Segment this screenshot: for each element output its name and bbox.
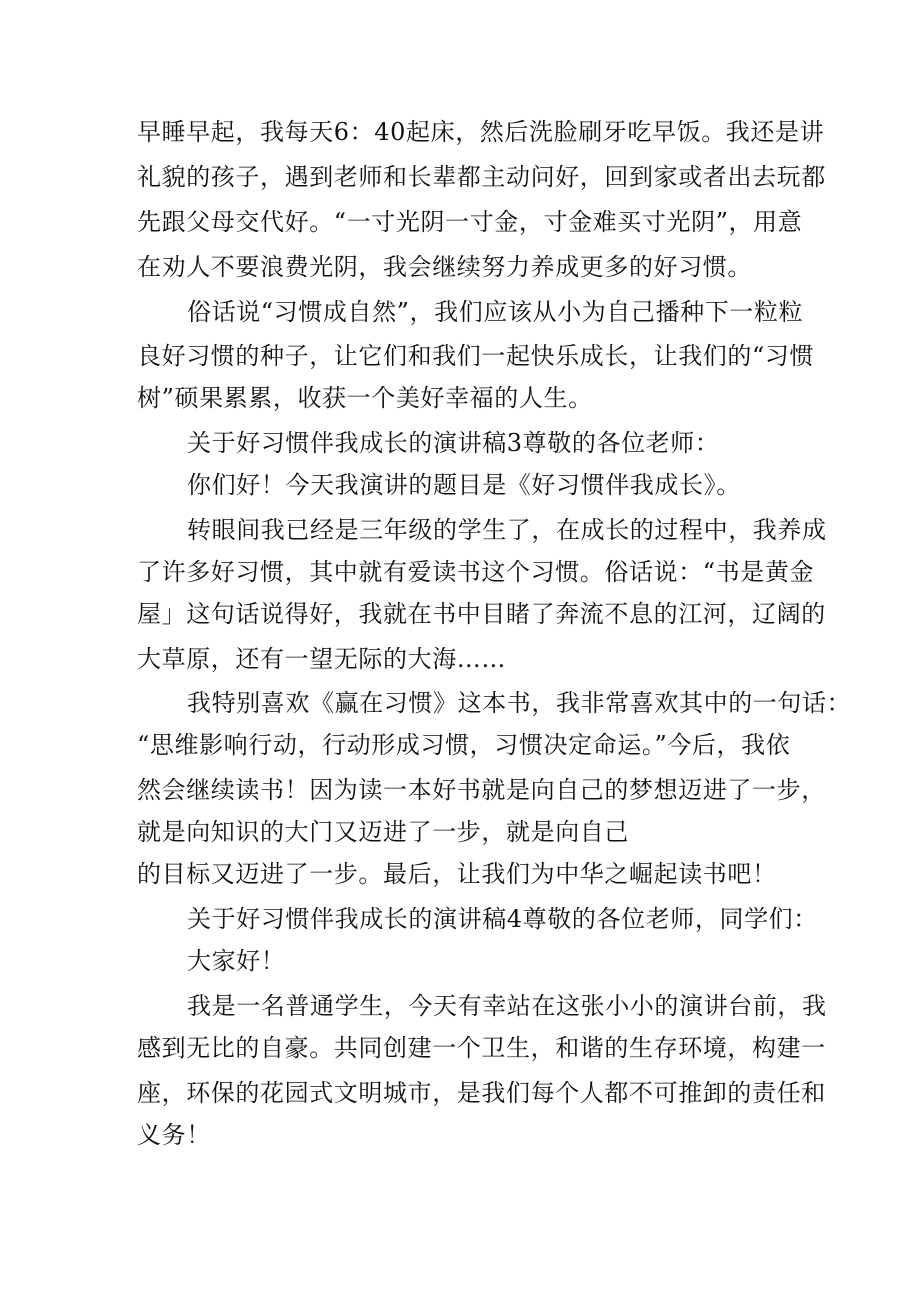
- text-line: 的目标又迈进了一步。最后，让我们为中华之崛起读书吧！: [137, 860, 777, 888]
- text-line: “思维影响行动，行动形成习惯，习惯决定命运。”今后，我依: [137, 731, 791, 759]
- text-line: 屋」这句话说得好，我就在书中目睹了奔流不息的江河，辽阔的: [137, 600, 826, 628]
- text-line: 关于好习惯伴我成长的演讲稿3尊敬的各位老师：: [187, 429, 720, 457]
- text-line: 你们好！今天我演讲的题目是《好习惯伴我成长》。: [187, 471, 741, 499]
- text-line: 早睡早起，我每天6：40起床，然后洗脸刷牙吃早饭。我还是讲: [137, 118, 825, 146]
- text-line: 感到无比的自豪。共同创建一个卫生，和谐的生存环境，构建一: [137, 1034, 826, 1062]
- text-line: 我特别喜欢《赢在习惯》这本书，我非常喜欢其中的一句话：: [187, 689, 852, 717]
- text-line: 我是一名普通学生，今天有幸站在这张小小的演讲台前，我: [187, 992, 827, 1020]
- text-line: 就是向知识的大门又迈进了一步，就是向自己: [137, 818, 629, 846]
- text-line: 良好习惯的种子，让它们和我们一起快乐成长，让我们的“习惯: [137, 342, 815, 370]
- text-line: 树”硕果累累，收获一个美好幸福的人生。: [137, 384, 593, 412]
- text-line: 大草原，还有一望无际的大海……: [137, 645, 506, 673]
- text-line: 俗话说“习惯成自然”，我们应该从小为自己播种下一粒粒: [187, 298, 804, 326]
- text-line: 在劝人不要浪费光阴，我会继续努力养成更多的好习惯。: [137, 253, 752, 281]
- text-line: 大家好！: [187, 947, 286, 975]
- text-line: 关于好习惯伴我成长的演讲稿4尊敬的各位老师，同学们：: [187, 905, 818, 933]
- text-line: 转眼间我已经是三年级的学生了，在成长的过程中，我养成: [187, 516, 827, 544]
- text-line: 了许多好习惯，其中就有爱读书这个习惯。俗话说：“书是黄金: [137, 558, 815, 586]
- text-line: 然会继续读书！因为读一本好书就是向自己的梦想迈进了一步，: [137, 776, 826, 804]
- text-line: 座，环保的花园式文明城市，是我们每个人都不可推卸的责任和: [137, 1079, 826, 1107]
- text-line: 义务！: [137, 1121, 211, 1149]
- text-line: 礼貌的孩子，遇到老师和长辈都主动问好，回到家或者出去玩都: [137, 163, 826, 191]
- text-line: 先跟父母交代好。“一寸光阴一寸金，寸金难买寸光阴”，用意: [137, 208, 803, 236]
